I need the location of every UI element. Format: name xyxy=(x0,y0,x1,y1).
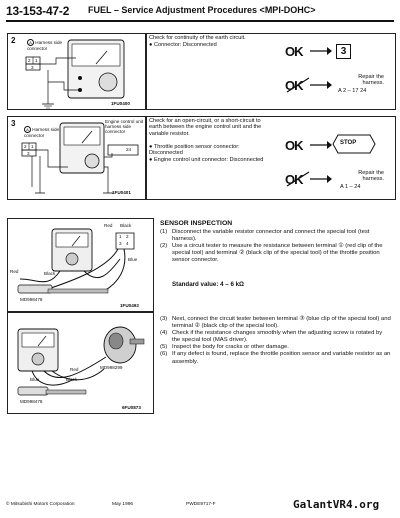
step3-bullet-2: ● Engine control unit connector: Disconnected xyxy=(149,157,264,163)
step2-diagram xyxy=(8,34,145,109)
step3-pin-3: 3 xyxy=(27,151,30,156)
footer-doc: PWDE9717-F xyxy=(186,502,216,507)
fig3-terminal-3: 3 xyxy=(119,241,122,246)
figure-sensor-adjust xyxy=(7,312,154,414)
step2-harness-label: A Harness side connector xyxy=(27,40,63,51)
step2-check-bullet: ● Connector: Disconnected xyxy=(149,42,217,48)
step3-ng-arrow xyxy=(310,174,332,184)
fig4-black: Black xyxy=(66,377,78,382)
fig4-red: Red xyxy=(70,367,79,372)
step3-ok-arrow xyxy=(310,140,332,150)
fig3-terminal-2: 2 xyxy=(126,234,129,239)
page-number: 13-153-47-2 xyxy=(6,4,70,18)
step2-pin-2: 2 xyxy=(28,58,31,63)
step3-harness-label: A Harness side connector xyxy=(24,127,60,138)
step2-ng-label: OK xyxy=(285,78,303,93)
step2-figure xyxy=(7,33,146,110)
step3-pin-1: 1 xyxy=(31,144,34,149)
step2-circled-a: A xyxy=(27,39,34,46)
watermark: GalantVR4.org xyxy=(293,498,380,511)
list-item: (4) Check if the resistance changes smoothly when the adjusting screw is rotated by the special tool (MAS driver). xyxy=(160,330,383,344)
list-item: (1) Disconnect the variable resistor connector and connect the special tool (test harness). xyxy=(160,229,370,243)
fig3-terminal-1: 1 xyxy=(119,234,122,239)
step3-repair-text: Repair the harness. xyxy=(358,170,384,183)
fig3-blue: Blue xyxy=(128,257,138,262)
step3-repair-ref: A 1 – 24 xyxy=(340,184,361,190)
sensor-heading: SENSOR INSPECTION xyxy=(160,220,233,227)
fig3-code: 1FU0492 xyxy=(120,303,139,308)
figure-test-harness xyxy=(7,218,154,312)
step3-number: 3 xyxy=(11,119,16,128)
step2-result-box: 3 xyxy=(336,44,351,59)
list-item: (6) If any defect is found, replace the throttle position sensor and variable resistor as an assembly. xyxy=(160,351,391,365)
step2-pin-3: 3 xyxy=(31,65,34,70)
fig3-red-top: Red xyxy=(104,223,113,228)
standard-value: Standard value: 4 – 6 kΩ xyxy=(172,281,245,288)
stop-label: STOP xyxy=(340,140,357,146)
step2-ng-arrow xyxy=(310,80,332,90)
list-item: (3) Next, connect the circuit tester between terminal ③ (blue clip of the special tool) and terminal ② (black clip of the special tool). xyxy=(160,316,391,330)
step2-ng-cross xyxy=(283,76,313,94)
header-rule xyxy=(6,20,394,22)
sensor-steps-1 xyxy=(160,229,392,264)
step2-number: 2 xyxy=(11,36,16,45)
step2-check-title: Check for continuity of the earth circuit. xyxy=(149,35,246,41)
step3-figure-code: 1FU0401 xyxy=(112,190,131,195)
step3-bullet-1: ● Throttle position sensor connector: Disconnected xyxy=(149,144,240,157)
step3-check-title: Check for an open-circuit, or a short-circuit to earth between the engine control unit and the variable resistor. xyxy=(149,118,262,137)
step3-ecu-pin: 24 xyxy=(126,147,132,152)
sensor-steps-2 xyxy=(160,316,392,366)
step2-pin-1: 1 xyxy=(35,58,38,63)
step2-ok-arrow xyxy=(310,46,332,56)
fig3-part: MD998478 xyxy=(20,297,43,302)
page-title: FUEL – Service Adjustment Procedures <MPI-DOHC> xyxy=(88,5,316,15)
step3-circled-a: A xyxy=(24,126,31,133)
step3-ng-label: OK xyxy=(285,172,303,187)
step2-figure-code: 1FU0400 xyxy=(111,101,130,106)
step2-repair-text: Repair the harness. xyxy=(358,74,384,87)
fig3-black-mid: Black xyxy=(44,271,56,276)
step3-ecu-label: Engine control unit harness side connector xyxy=(105,119,144,135)
fig3-terminal-4: 4 xyxy=(126,241,129,246)
fig3-red-left: Red xyxy=(10,269,19,274)
fig3-black-top: Black xyxy=(120,223,132,228)
step3-ok-label: OK xyxy=(285,138,303,153)
fig4-code: 6FU0873 xyxy=(122,405,141,410)
footer-date: May 1996 xyxy=(112,502,134,507)
step2-ok-label: OK xyxy=(285,44,303,59)
fig4-part-1: MD998299 xyxy=(100,365,123,370)
step2-repair-ref: A 2 – 17 24 xyxy=(338,88,367,94)
step3-ng-cross xyxy=(283,170,313,188)
list-item: (5) Inspect the body for cracks or other damage. xyxy=(160,344,289,351)
fig4-part-2: MD998478 xyxy=(20,399,43,404)
fig4-blue: Blue xyxy=(30,377,40,382)
list-item: (2) Use a circuit tester to measure the resistance between terminal ① (red clip of the special tool) and terminal ② (black clip of the special tool) of the throttle position sensor connector. xyxy=(160,243,383,264)
step3-pin-2: 2 xyxy=(24,144,27,149)
footer-copyright: © Mitsubishi Motors Corporation xyxy=(6,502,75,507)
step3-diagram xyxy=(8,117,145,199)
step3-figure xyxy=(7,116,146,200)
